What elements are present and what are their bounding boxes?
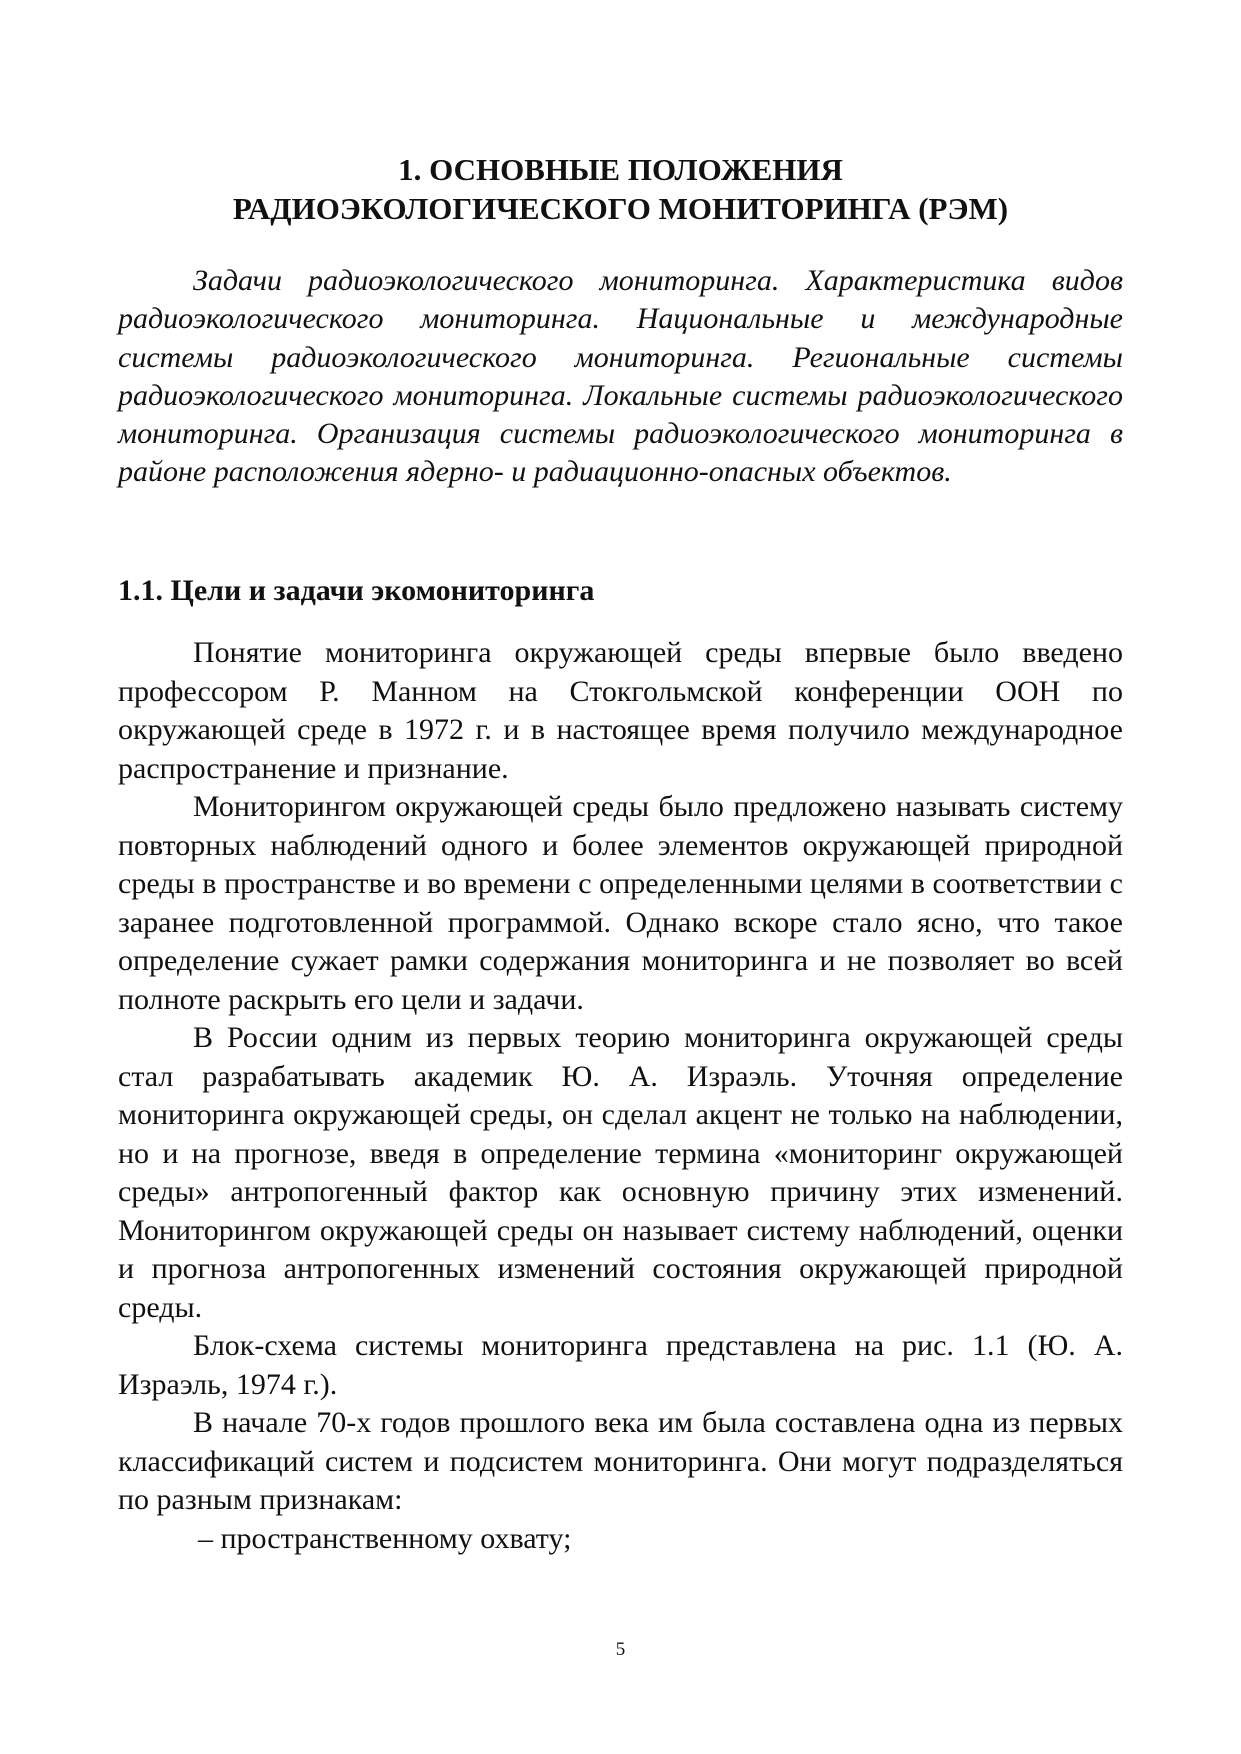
paragraph: Понятие мониторинга окружающей среды впервые было введено профессором Р. Манном на Стокгольмской конференции ООН по окружающей среде в 1972 г. и в настоящее время получило международное распространение и признание. [118, 636, 1123, 785]
chapter-title-line-2: РАДИОЭКОЛОГИЧЕСКОГО МОНИТОРИНГА (РЭМ) [232, 191, 1009, 226]
chapter-abstract: Задачи радиоэкологического мониторинга. Характеристика видов радиоэкологического мониторинга. Национальные и международные системы радиоэкологического мониторинга. Региональные системы радиоэкологического мониторинга. Локальные системы радиоэкологического мониторинга. Организация системы радиоэкологического мониторинга в районе расположения ядерно- и радиационно-опасных объектов. [118, 264, 1123, 489]
section-heading: 1.1. Цели и задачи экомониторинга [118, 574, 595, 607]
section-body [118, 634, 1123, 1558]
paragraph: В начале 70-х годов прошлого века им была составлена одна из первых классификаций систем и подсистем мониторинга. Они могут подразделяться по разным признакам: [118, 1406, 1123, 1516]
list-item: – пространственному охвату; [198, 1521, 572, 1555]
chapter-title [118, 150, 1123, 228]
chapter-title-line-1: 1. ОСНОВНЫЕ ПОЛОЖЕНИЯ [398, 152, 843, 187]
paragraph: В России одним из первых теорию мониторинга окружающей среды стал разрабатывать академик Ю. А. Израэль. Уточняя определение мониторинга окружающей среды, он сделал акцент не только на наблюдении, но и на прогнозе, введя в определение термина «мониторинг окружающей среды» антропогенный фактор как основную причину этих изменений. Мониторингом окружающей среды он называет систему наблюдений, оценки и прогноза антропогенных изменений состояния окружающей природной среды. [118, 1021, 1123, 1324]
paragraph: Мониторингом окружающей среды было предложено называть систему повторных наблюдений одного и более элементов окружающей природной среды в пространстве и во времени с определенными целями в соответствии с заранее подготовленной программой. Однако вскоре стало ясно, что такое определение сужает рамки содержания мониторинга и не позволяет во всей полноте раскрыть его цели и задачи. [118, 790, 1123, 1016]
paragraph: Блок-схема системы мониторинга представлена на рис. 1.1 (Ю. А. Израэль, 1974 г.). [118, 1329, 1123, 1401]
page-number: 5 [615, 1639, 626, 1660]
